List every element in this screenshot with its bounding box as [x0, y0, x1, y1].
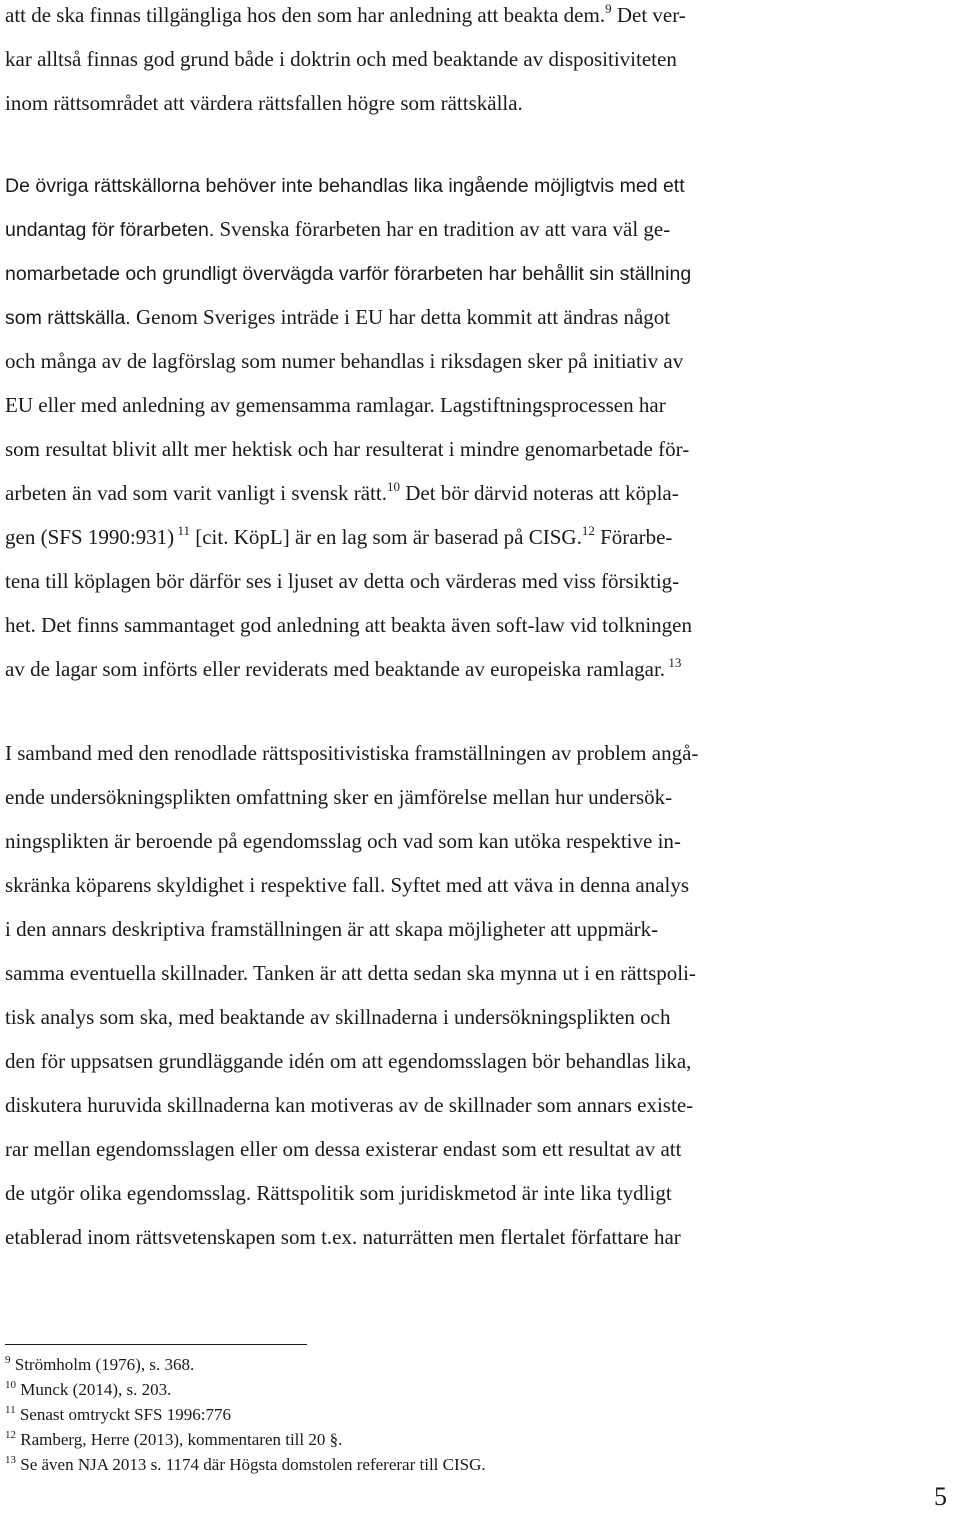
text-run-sans [5, 307, 131, 329]
text-line [5, 524, 672, 550]
text-run: och många av de lagförslag som numer behandlas i riksdagen sker på initiativ av [5, 349, 684, 373]
text-run: [cit. KöpL] är en lag som är baserad på CISG. [189, 525, 582, 549]
text-line [5, 740, 698, 766]
footnote-number: 12 [5, 1429, 16, 1441]
text-line [5, 46, 677, 72]
text-run: I samband med den renodlade rättspositivistiska framställningen av problem angå- [5, 741, 699, 765]
text-run: etablerad inom rättsvetenskapen som t.ex. naturrätten men flertalet författare har [5, 1225, 681, 1249]
footnote-ref: 13 [665, 655, 682, 670]
text-run: Det ver- [611, 3, 686, 27]
text-run: av de lagar som införts eller reviderats med beaktande av europeiska ramlagar. [5, 657, 666, 681]
footnote-ref: 10 [386, 479, 400, 494]
text-line [5, 90, 523, 116]
text-line [5, 784, 672, 810]
footnote-text: Senast omtryckt SFS 1996:776 [15, 1405, 231, 1424]
text-run: ende undersökningsplikten omfattning sker en jämförelse mellan hur undersök- [5, 785, 673, 809]
text-line [5, 916, 658, 942]
text-line [5, 1004, 670, 1030]
text-line [5, 1048, 691, 1074]
text-line [5, 612, 692, 638]
text-run: ningsplikten är beroende på egendomsslag och vad som kan utöka respektive in- [5, 829, 681, 853]
footnote-text: Se även NJA 2013 s. 1174 där Högsta domstolen refererar till CISG. [16, 1455, 486, 1474]
text-run: De övriga rättskällorna behöver inte behandlas lika ingående möjligtvis med ett [5, 175, 685, 197]
text-run: tisk analys som ska, med beaktande av skillnaderna i undersökningsplikten och [5, 1005, 671, 1029]
text-run-serif [131, 305, 670, 329]
text-run: i den annars deskriptiva framställningen är att skapa möjligheter att uppmärk- [5, 917, 659, 941]
text-line [5, 1092, 693, 1118]
text-line [5, 172, 685, 199]
text-run: arbeten än vad som varit vanligt i svensk rätt. [5, 481, 387, 505]
text-run: Det bör därvid noteras att köpla- [399, 481, 679, 505]
footnote-ref: 11 [174, 523, 190, 538]
text-line [5, 1180, 672, 1206]
text-run: EU eller med anledning av gemensamma ramlagar. Lagstiftningsprocessen har [5, 393, 666, 417]
page-number: 5 [934, 1482, 947, 1511]
text-line [5, 2, 686, 28]
footnote-number: 13 [5, 1454, 16, 1466]
text-run-serif [214, 217, 670, 241]
text-line [5, 436, 689, 462]
text-run: kar alltså finnas god grund både i doktrin och med beaktande av dispositiviteten [5, 47, 677, 71]
footnote-ref: 12 [581, 523, 595, 538]
text-run: het. Det finns sammantaget god anledning att beakta även soft-law vid tolkningen [5, 613, 692, 637]
footnote [5, 1404, 231, 1426]
footnote-number: 10 [5, 1379, 16, 1391]
text-line [5, 656, 681, 682]
text-run: att de ska finnas tillgängliga hos den som har anledning att beakta dem. [5, 3, 606, 27]
text-run: inom rättsområdet att värdera rättsfallen högre som rättskälla. [5, 91, 523, 115]
footnote-text: Strömholm (1976), s. 368. [10, 1355, 195, 1374]
text-run: skränka köparens skyldighet i respektive fall. Syftet med att väva in denna analys [5, 873, 690, 897]
text-run: tena till köplagen bör därför ses i ljuset av detta och värderas med viss försiktig- [5, 569, 680, 593]
text-line [5, 872, 689, 898]
footnote-number: 9 [5, 1354, 11, 1366]
text-run-sans [5, 175, 685, 197]
text-run: diskutera huruvida skillnaderna kan motiveras av de skillnader som annars existe- [5, 1093, 694, 1117]
text-line [5, 260, 691, 287]
footnote [5, 1379, 171, 1401]
text-run: rar mellan egendomsslagen eller om dessa existerar endast som ett resultat av att [5, 1137, 682, 1161]
footnote-text: Munck (2014), s. 203. [16, 1380, 172, 1399]
text-run: undantag för förarbeten. [5, 219, 215, 241]
footnote [5, 1454, 486, 1476]
text-line [5, 392, 666, 418]
footnote-ref: 9 [605, 1, 612, 16]
text-line [5, 1224, 681, 1250]
text-run: Svenska förarbeten har en tradition av att vara väl ge- [214, 217, 671, 241]
text-line [5, 568, 679, 594]
text-run: som resultat blivit allt mer hektisk och har resulterat i mindre genomarbetade för- [5, 437, 690, 461]
text-line [5, 348, 683, 374]
text-run: nomarbetade och grundligt övervägda varför förarbeten har behållit sin ställning [5, 263, 692, 285]
text-run: samma eventuella skillnader. Tanken är att detta sedan ska mynna ut i en rättspoli- [5, 961, 696, 985]
text-line [5, 828, 681, 854]
footnote [5, 1429, 342, 1451]
text-line [5, 216, 670, 243]
text-run: gen (SFS 1990:931) [5, 525, 175, 549]
text-line [5, 480, 679, 506]
footnote [5, 1354, 194, 1376]
footnote-text: Ramberg, Herre (2013), kommentaren till 20 §. [16, 1430, 343, 1449]
text-run: som rättskälla. [5, 307, 131, 329]
text-run-sans [5, 263, 691, 285]
text-run: den för uppsatsen grundläggande idén om att egendomsslagen bör behandlas lika, [5, 1049, 692, 1073]
footnote-separator [5, 1344, 307, 1345]
text-line [5, 304, 670, 331]
document-page [5, 0, 955, 1519]
text-run: Genom Sveriges inträde i EU har detta kommit att ändras något [130, 305, 671, 329]
text-run-sans [5, 219, 214, 241]
footnote-number: 11 [5, 1404, 16, 1416]
text-run: Förarbe- [594, 525, 673, 549]
text-line [5, 960, 696, 986]
text-line [5, 1136, 681, 1162]
text-run: de utgör olika egendomsslag. Rättspolitik som juridiskmetod är inte lika tydligt [5, 1181, 672, 1205]
